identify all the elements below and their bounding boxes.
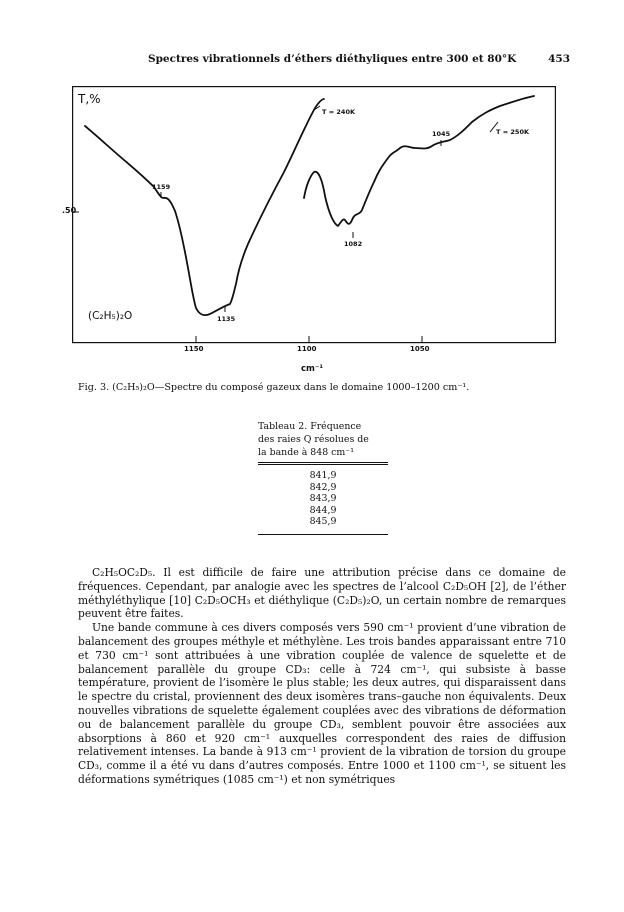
table-rule [258,462,388,463]
table-title-line: des raies Q résolues de [258,434,369,445]
paragraph: C₂H₅OC₂D₅. Il est difficile de faire une attribution précise dans ce domaine de fréquences. Cependant, par analogie avec les spectres de l’alcool C₂D₅OH [2], de l’éther méthyléthylique [10] C₂D₅OCH₃ et diéthylique (C₂D₅)₂O, un certain nombre de remarques peuvent être faites. [78,566,566,621]
table-values [258,465,388,534]
table-cell: 844,9 [309,504,337,516]
annotation-temperature-240k: T = 240K [322,108,356,116]
table-title [258,420,388,459]
table-title-line: Tableau 2. Fréquence [258,421,362,432]
running-header [78,53,570,67]
page-number: 453 [548,53,570,65]
figure-caption: Fig. 3. (C₂H₅)₂O—Spectre du composé gazeux dans le domaine 1000–1200 cm⁻¹. [78,382,470,393]
table-cell: 842,9 [309,481,337,493]
y-axis-label: T,% [78,92,101,106]
annotation-1045: 1045 [432,130,451,138]
plot-frame [73,87,556,343]
table-cell: 845,9 [309,516,337,528]
annotation-1135: 1135 [217,315,236,323]
x-tick-label-1100: 1100 [297,345,317,353]
paragraph: Une bande commune à ces divers composés vers 590 cm⁻¹ provient d’une vibration de balancement des groupes méthyle et méthylène. Les trois bandes apparaissant entre 710 et 730 cm⁻¹ sont attribuées à une vibration couplée de valence de squelette et de balancement parallèle du groupe CD₃: celle à 724 cm⁻¹, qui subsiste à basse température, provient de l’isomère le plus stable; les deux autres, qui disparaissent dans le spectre du cristal, proviennent des deux isomères trans–gauche non équivalents. Deux nouvelles vibrations de squelette également couplées avec des vibrations de déformation ou de balancement parallèle du groupe CD₃, semblent pouvoir être associées aux absorptions à 860 et 920 cm⁻¹ auxquelles correspondent des raies de diffusion relativement intenses. La bande à 913 cm⁻¹ provient de la vibration de torsion du groupe CD₃, comme il a été vu dans d’autres composés. Entre 1000 et 1100 cm⁻¹, se situent les déformations symétriques (1085 cm⁻¹) et non symétriques [78,621,566,786]
x-axis-label: cm⁻¹ [301,364,324,374]
x-tick-label-1050: 1050 [410,345,430,353]
annotation-temperature-250k: T = 250K [496,128,530,136]
spectrum-figure [62,86,556,358]
running-header-title: Spectres vibrationnels d’éthers diéthyliques entre 300 et 80°K [148,53,517,65]
frequency-table [258,420,388,535]
spectrum-plot [72,86,556,358]
annotation-1159: 1159 [152,183,171,191]
table-cell: 843,9 [309,493,337,505]
table-title-line: la bande à 848 cm⁻¹ [258,447,355,458]
x-tick-label-1150: 1150 [184,345,204,353]
body-text [78,566,566,787]
table-cell: 841,9 [309,470,337,481]
annotation-1082: 1082 [344,240,363,248]
table-rule [258,534,388,535]
y-tick-label: .50 [62,206,77,215]
compound-label: (C₂H₅)₂O [88,310,133,322]
spectrum-trace-left [85,99,324,315]
